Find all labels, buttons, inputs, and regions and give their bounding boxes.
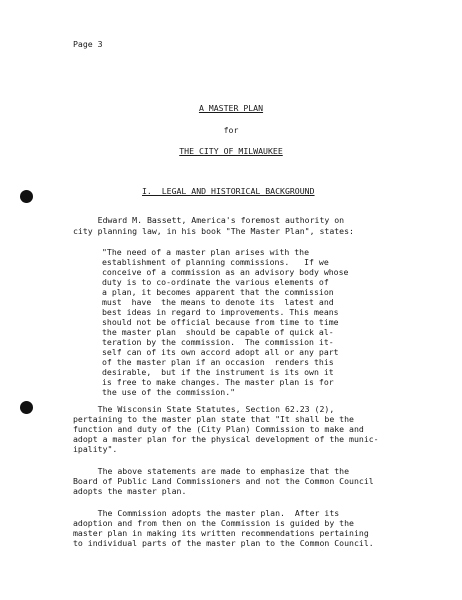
intro-line-1: Edward M. Bassett, America's foremost authority on <box>73 215 345 225</box>
statute-line: pertaining to the master plan state that "It shall be the <box>73 414 354 424</box>
quote-line: a plan, it becomes apparent that the commission <box>102 287 334 297</box>
emphasis-line: adopts the master plan. <box>73 486 187 496</box>
quote-line: "The need of a master plan arises with the <box>102 247 310 257</box>
statute-line: function and duty of the (City Plan) Commission to make and <box>73 424 364 434</box>
quote-line: the use of the commission." <box>102 387 236 397</box>
quote-line: must have the means to denote its latest and <box>102 297 334 307</box>
quote-line: self can of its own accord adopt all or any part <box>102 347 339 357</box>
punch-hole-bottom <box>20 401 33 414</box>
quote-line: conceive of a commission as an advisory body whose <box>102 267 349 277</box>
quote-line: establishment of planning commissions. If we <box>102 257 329 267</box>
emphasis-line: The above statements are made to emphasize that the <box>73 466 350 476</box>
emphasis-line: Board of Public Land Commissioners and not the Common Council <box>73 476 374 486</box>
statute-line: The Wisconsin State Statutes, Section 62.23 (2), <box>73 404 335 414</box>
adoption-line: adoption and from then on the Commission is guided by the <box>73 518 354 528</box>
adoption-line: The Commission adopts the master plan. After its <box>73 508 340 518</box>
quote-line: best ideas in regard to improvements. This means <box>102 307 339 317</box>
adoption-line: master plan in making its written recommendations pertaining <box>73 528 369 538</box>
quote-line: teration by the commission. The commission it- <box>102 337 334 347</box>
quote-line: duty is to co-ordinate the various elements of <box>102 277 329 287</box>
quote-line: of the master plan if an occasion renders this <box>102 357 334 367</box>
quote-line: is free to make changes. The master plan is for <box>102 377 334 387</box>
page-number: Page 3 <box>73 39 103 49</box>
quote-line: should not be official because from time to time <box>102 317 339 327</box>
title-line-2: for <box>223 125 239 135</box>
intro-line-2: city planning law, in his book "The Master Plan", states: <box>73 226 354 236</box>
title-line-3: THE CITY OF MILWAUKEE <box>179 146 283 156</box>
title-line-1: A MASTER PLAN <box>198 103 264 113</box>
statute-line: ipality". <box>73 444 118 454</box>
quote-line: desirable, but if the instrument is its own it <box>102 367 334 377</box>
quote-line: the master plan should be capable of quick al- <box>102 327 334 337</box>
section-heading: I. LEGAL AND HISTORICAL BACKGROUND <box>142 186 315 196</box>
punch-hole-top <box>20 190 33 203</box>
statute-line: adopt a master plan for the physical development of the munic- <box>73 434 379 444</box>
adoption-line: to individual parts of the master plan to the Common Council. <box>73 538 374 548</box>
